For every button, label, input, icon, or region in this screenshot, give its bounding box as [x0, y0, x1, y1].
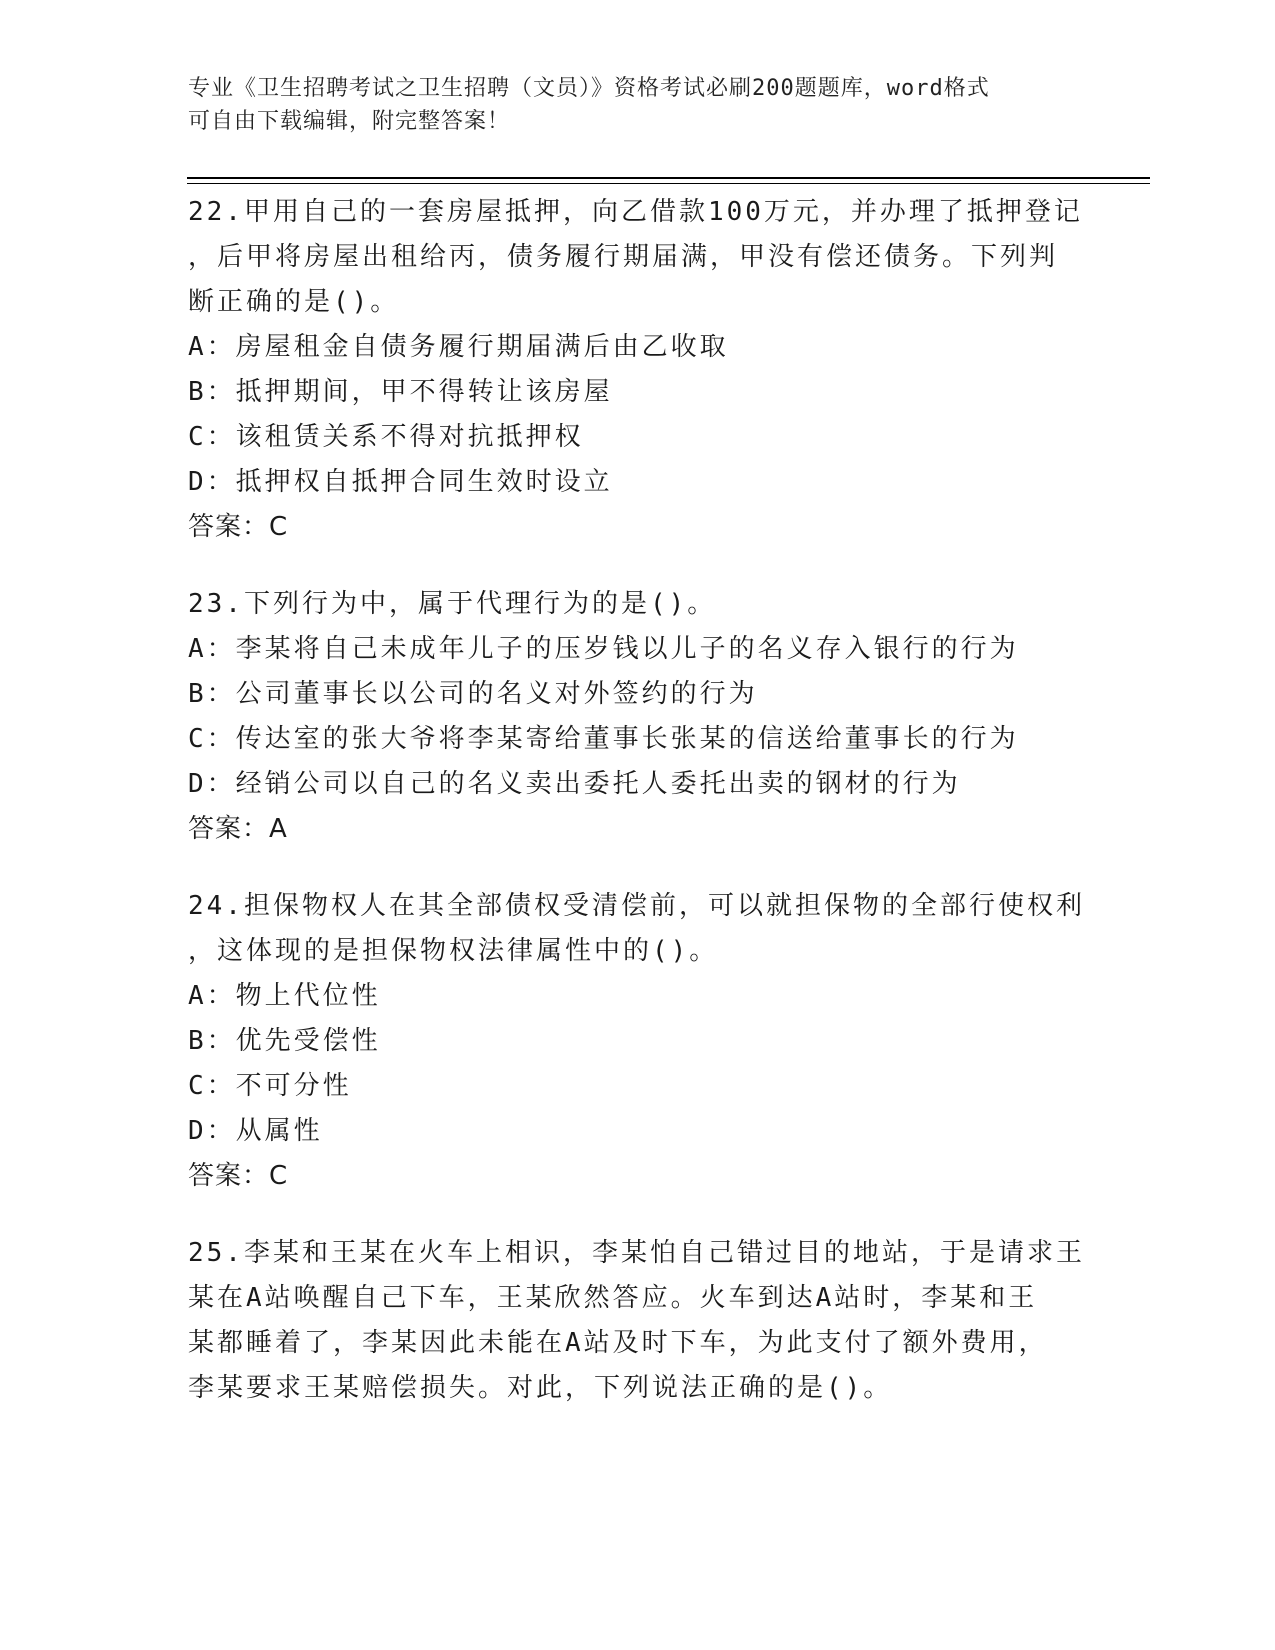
answer-line: 答案：A: [188, 814, 288, 844]
option-b: B：优先受偿性: [188, 1026, 381, 1056]
option-d: D：抵押权自抵押合同生效时设立: [188, 467, 613, 497]
question-stem-line: 某在A站唤醒自己下车，王某欣然答应。火车到达A站时，李某和王: [188, 1283, 1038, 1313]
question-stem-line: 某都睡着了，李某因此未能在A站及时下车，为此支付了额外费用，: [188, 1328, 1048, 1358]
question-22: [188, 190, 1088, 550]
question-24: [188, 884, 1088, 1199]
question-25: [188, 1231, 1088, 1411]
document-header: [188, 72, 1088, 138]
header-rule-thin: [187, 183, 1150, 184]
option-b: B：抵押期间，甲不得转让该房屋: [188, 377, 613, 407]
option-a: A：物上代位性: [188, 981, 381, 1011]
option-c: C：传达室的张大爷将李某寄给董事长张某的信送给董事长的行为: [188, 724, 1019, 754]
option-a: A：房屋租金自债务履行期届满后由乙收取: [188, 332, 729, 362]
option-d: D：从属性: [188, 1116, 323, 1146]
header-title-line-2: 可自由下载编辑，附完整答案！: [188, 109, 511, 134]
question-stem-line: 23.下列行为中，属于代理行为的是()。: [188, 589, 717, 619]
question-stem-line: 22.甲用自己的一套房屋抵押，向乙借款100万元，并办理了抵押登记: [188, 197, 1083, 227]
header-title-line-1: 专业《卫生招聘考试之卫生招聘（文员）》资格考试必刷200题题库，word格式: [188, 76, 990, 101]
option-b: B：公司董事长以公司的名义对外签约的行为: [188, 679, 758, 709]
option-a: A：李某将自己未成年儿子的压岁钱以儿子的名义存入银行的行为: [188, 634, 1019, 664]
option-c: C：该租赁关系不得对抗抵押权: [188, 422, 584, 452]
question-stem-line: 25.李某和王某在火车上相识，李某怕自己错过目的地站，于是请求王: [188, 1238, 1085, 1268]
question-list: [188, 190, 1088, 1443]
option-c: C：不可分性: [188, 1071, 352, 1101]
header-rule-thick: [187, 177, 1150, 179]
question-23: [188, 582, 1088, 852]
question-stem-line: ，后甲将房屋出租给丙，债务履行期届满，甲没有偿还债务。下列判: [188, 242, 1059, 272]
question-stem-line: 24.担保物权人在其全部债权受清偿前，可以就担保物的全部行使权利: [188, 891, 1085, 921]
answer-line: 答案：C: [188, 1161, 289, 1191]
question-stem-line: ，这体现的是担保物权法律属性中的()。: [188, 936, 719, 966]
answer-line: 答案：C: [188, 512, 289, 542]
question-stem-line: 李某要求王某赔偿损失。对此，下列说法正确的是()。: [188, 1373, 893, 1403]
question-stem-line: 断正确的是()。: [188, 287, 400, 317]
option-d: D：经销公司以自己的名义卖出委托人委托出卖的钢材的行为: [188, 769, 961, 799]
